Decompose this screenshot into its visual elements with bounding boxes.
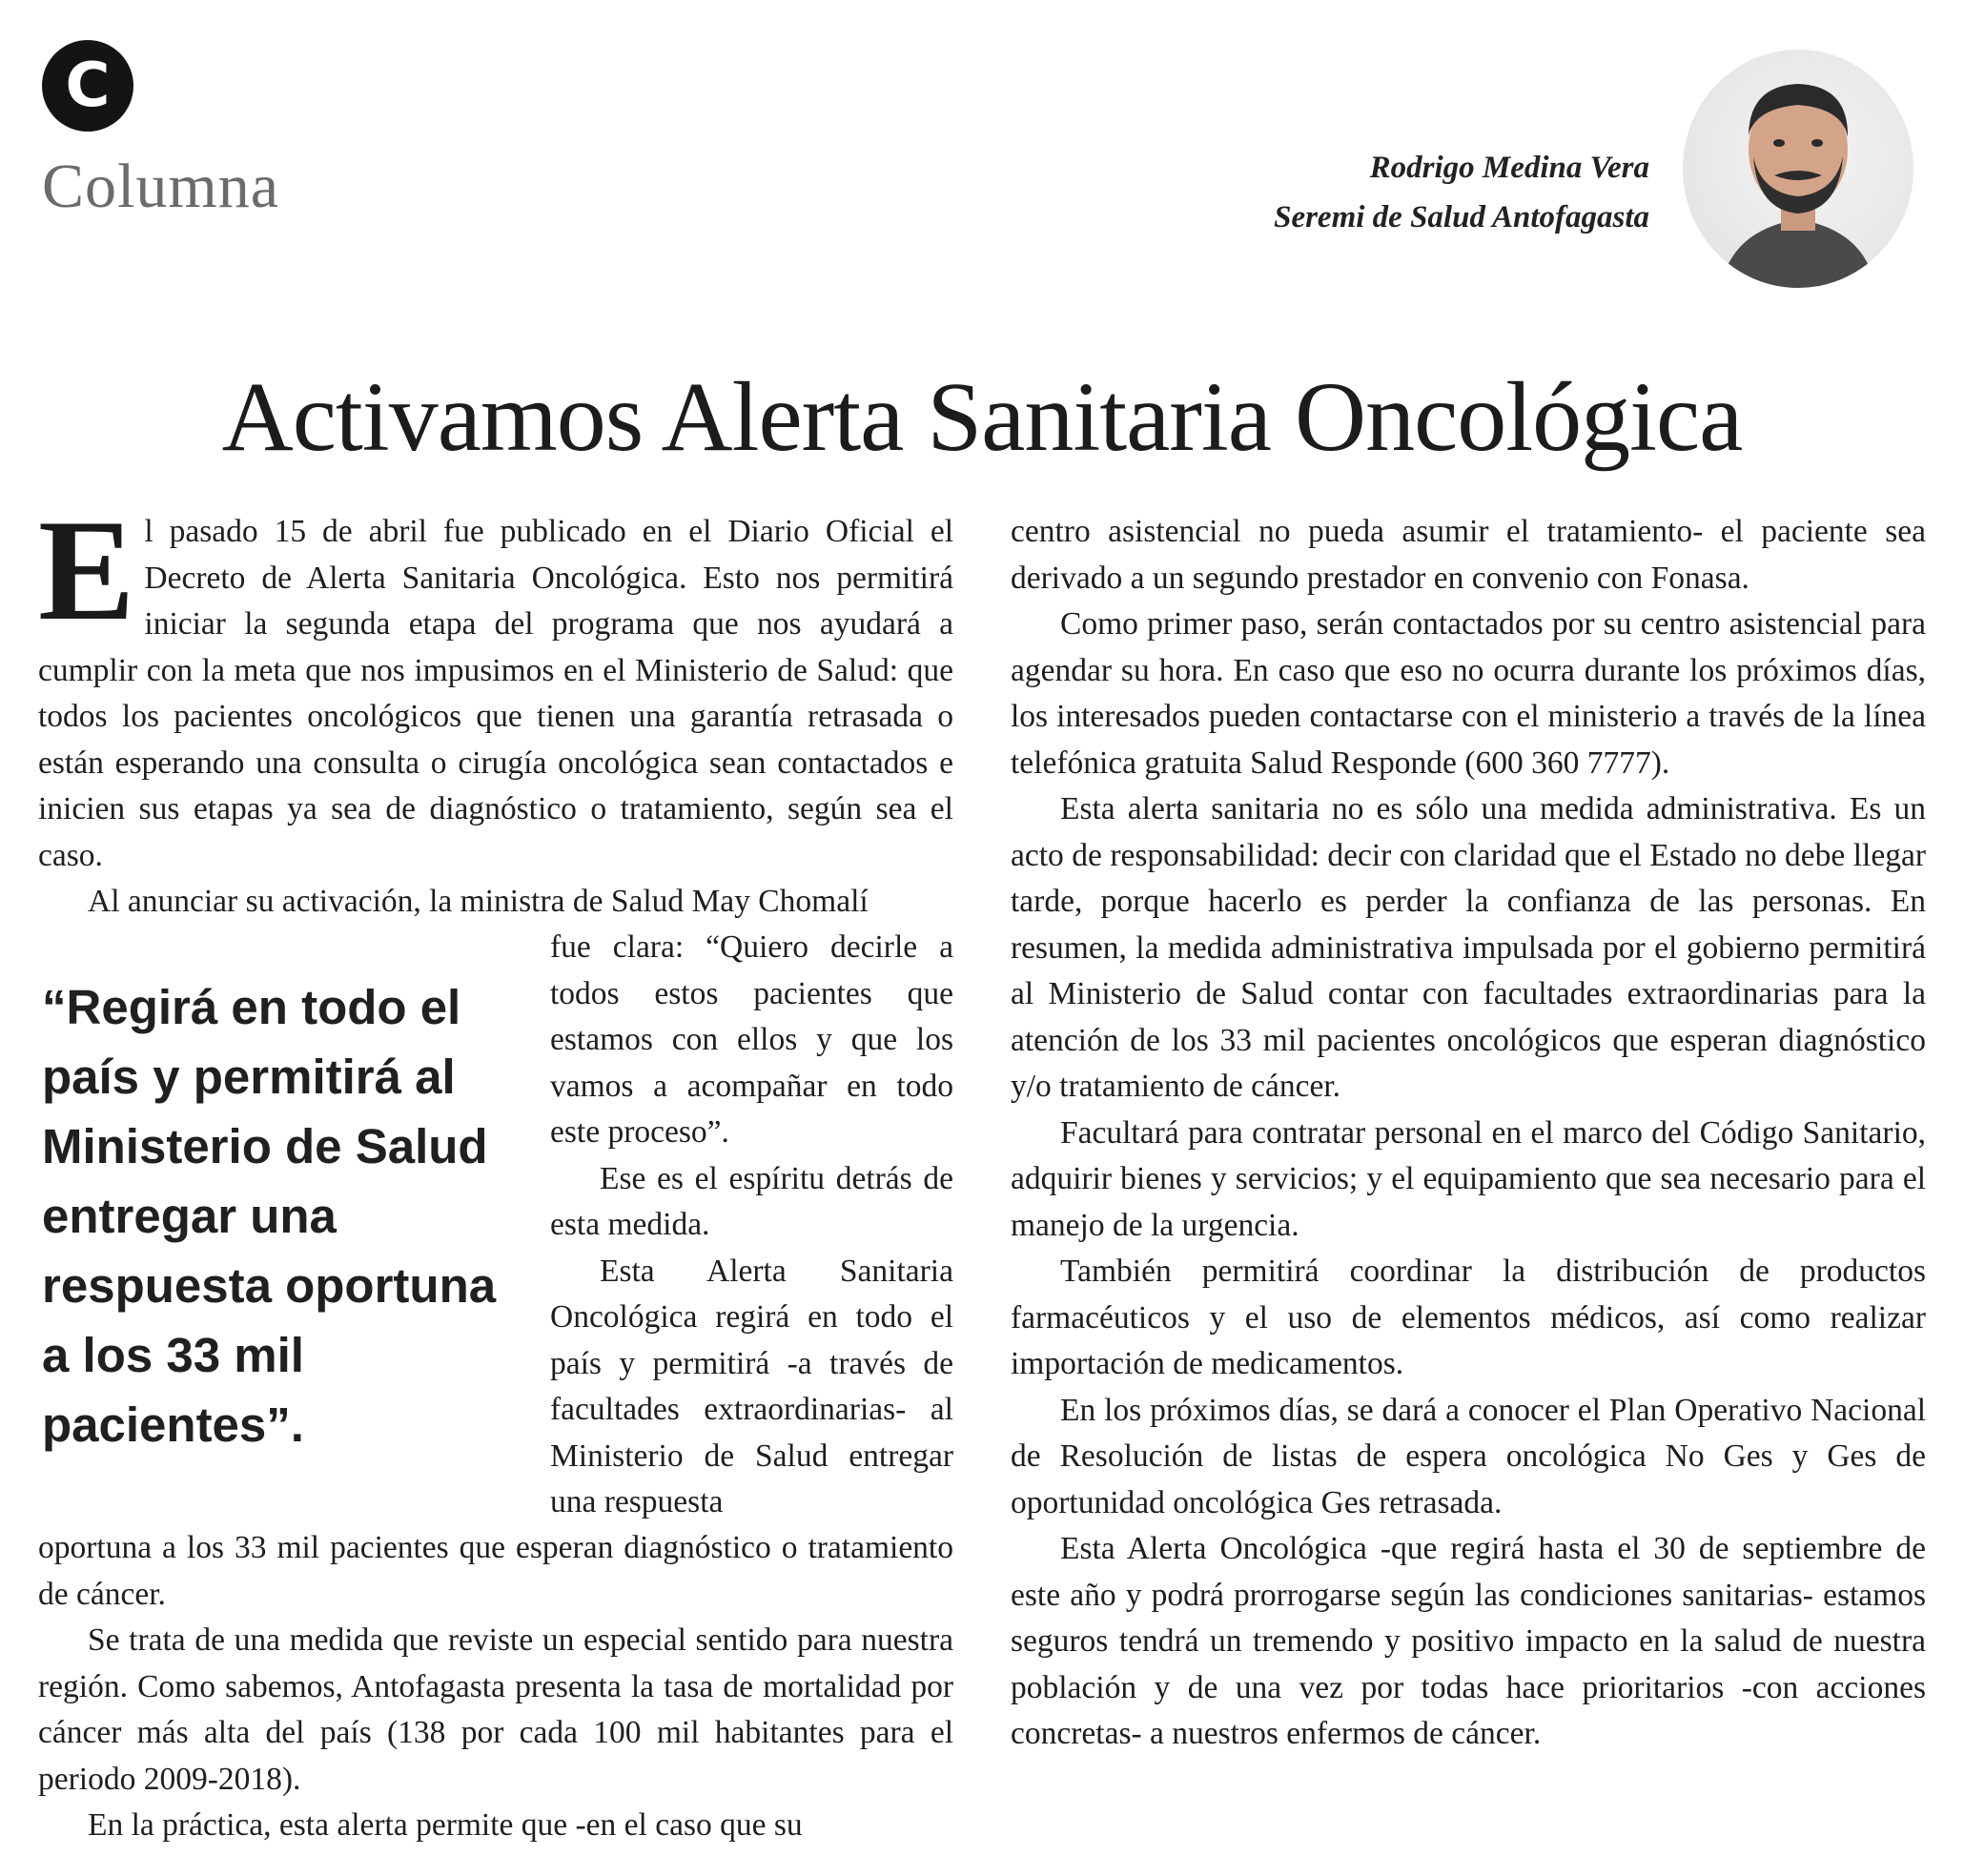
- paragraph: oportuna a los 33 mil pacientes que esperan diagnóstico o tratamiento de cáncer.: [38, 1530, 953, 1612]
- paragraph: Se trata de una medida que reviste un especial sentido para nuestra región. Como sabemos, Antofagasta presenta la tasa de mortalidad por cáncer más alta del país (138 por cada 100 mil habitantes para el periodo 2009-2018).: [38, 1622, 953, 1797]
- author-name: Rodrigo Medina Vera: [1369, 151, 1649, 185]
- paragraph: En los próximos días, se dará a conocer el Plan Operativo Nacional de Resolución de listas de espera oncológica No Ges y Ges de oportunidad oncológica Ges retrasada.: [1011, 1392, 1926, 1520]
- paragraph: Facultará para contratar personal en el marco del Código Sanitario, adquirir bienes y servicios; y el equipamiento que sea necesario para el manejo de la urgencia.: [1011, 1114, 1926, 1243]
- author-byline: [1274, 143, 1649, 242]
- pull-quote: “Regirá en todo el país y permitirá al Ministerio de Salud entregar una respuesta oportuna a los 33 mil pacientes”.: [42, 980, 497, 1452]
- author-photo: [1683, 50, 1913, 288]
- column-2: [1011, 509, 1926, 1758]
- paragraph: En la práctica, esta alerta permite que -en el caso que su: [88, 1807, 803, 1843]
- section-badge: C: [42, 40, 133, 132]
- paragraph: También permitirá coordinar la distribución de productos farmacéuticos y el uso de elementos médicos, así como realizar importación de medicamentos.: [1011, 1254, 1926, 1381]
- headline: Activamos Alerta Sanitaria Oncológica: [221, 362, 1743, 472]
- paragraph: fue clara: “Quiero decirle a todos estos pacientes que estamos con ellos y que los vamos a acompañar en todo este proceso”.: [550, 929, 953, 1150]
- section-label: Columna: [42, 152, 279, 221]
- column-1-bottom: [38, 1525, 953, 1849]
- paragraph: Esta alerta sanitaria no es sólo una medida administrativa. Es un acto de responsabilidad: decir con claridad que el Estado no debe llegar tarde, porque hacerlo es perder la confianza de las personas. En resumen, la medida administrativa impulsada por el gobierno permitirá al Ministerio de Salud contar con facultades extraordinarias para la atención de los 33 mil pacientes oncológicos que esperan diagnóstico y/o tratamiento de cáncer.: [1011, 791, 1926, 1104]
- paragraph: centro asistencial no pueda asumir el tratamiento- el paciente sea derivado a un segundo prestador en convenio con Fonasa.: [1011, 514, 1926, 596]
- paragraph: Al anunciar su activación, la ministra de Salud May Chomalí: [88, 884, 869, 919]
- paragraph: Esta Alerta Sanitaria Oncológica regirá en todo el país y permitirá -a través de facultades extraordinarias- al Ministerio de Salud entregar una respuesta: [550, 1253, 953, 1519]
- paragraph: El pasado 15 de abril fue publicado en el Diario Oficial el Decreto de Alerta Sanitaria Oncológica. Esto nos permitirá iniciar la segunda etapa del programa que nos ayudará a cumplir con la meta que nos impusimos en el Ministerio de Salud: que todos los pacientes oncológicos que tienen una garantía retrasada o están esperando una consulta o cirugía oncológica sean contactados e inicien sus etapas ya sea de diagnóstico o tratamiento, según sea el caso.: [38, 490, 953, 873]
- author-role: Seremi de Salud Antofagasta: [1274, 200, 1649, 234]
- paragraph: Ese es el espíritu detrás de esta medida.: [550, 1160, 953, 1242]
- author-portrait-icon: [1683, 50, 1913, 288]
- column-1-narrow: [550, 925, 953, 1526]
- paragraph: Esta Alerta Oncológica -que regirá hasta el 30 de septiembre de este año y podrá prorrogarse según las condiciones sanitarias- estamos seguros tendrá un tremendo y positivo impacto en la salud de nuestra población y de una vez por todas hace prioritarios -con acciones concretas- a nuestros enfermos de cáncer.: [1011, 1531, 1926, 1751]
- column-1-top: [38, 490, 953, 926]
- paragraph: Como primer paso, serán contactados por su centro asistencial para agendar su hora. En caso que eso no ocurra durante los próximos días, los interesados pueden contactarse con el ministerio a través de la línea telefónica gratuita Salud Responde (600 360 7777).: [1011, 606, 1926, 781]
- dropcap: E: [38, 490, 135, 650]
